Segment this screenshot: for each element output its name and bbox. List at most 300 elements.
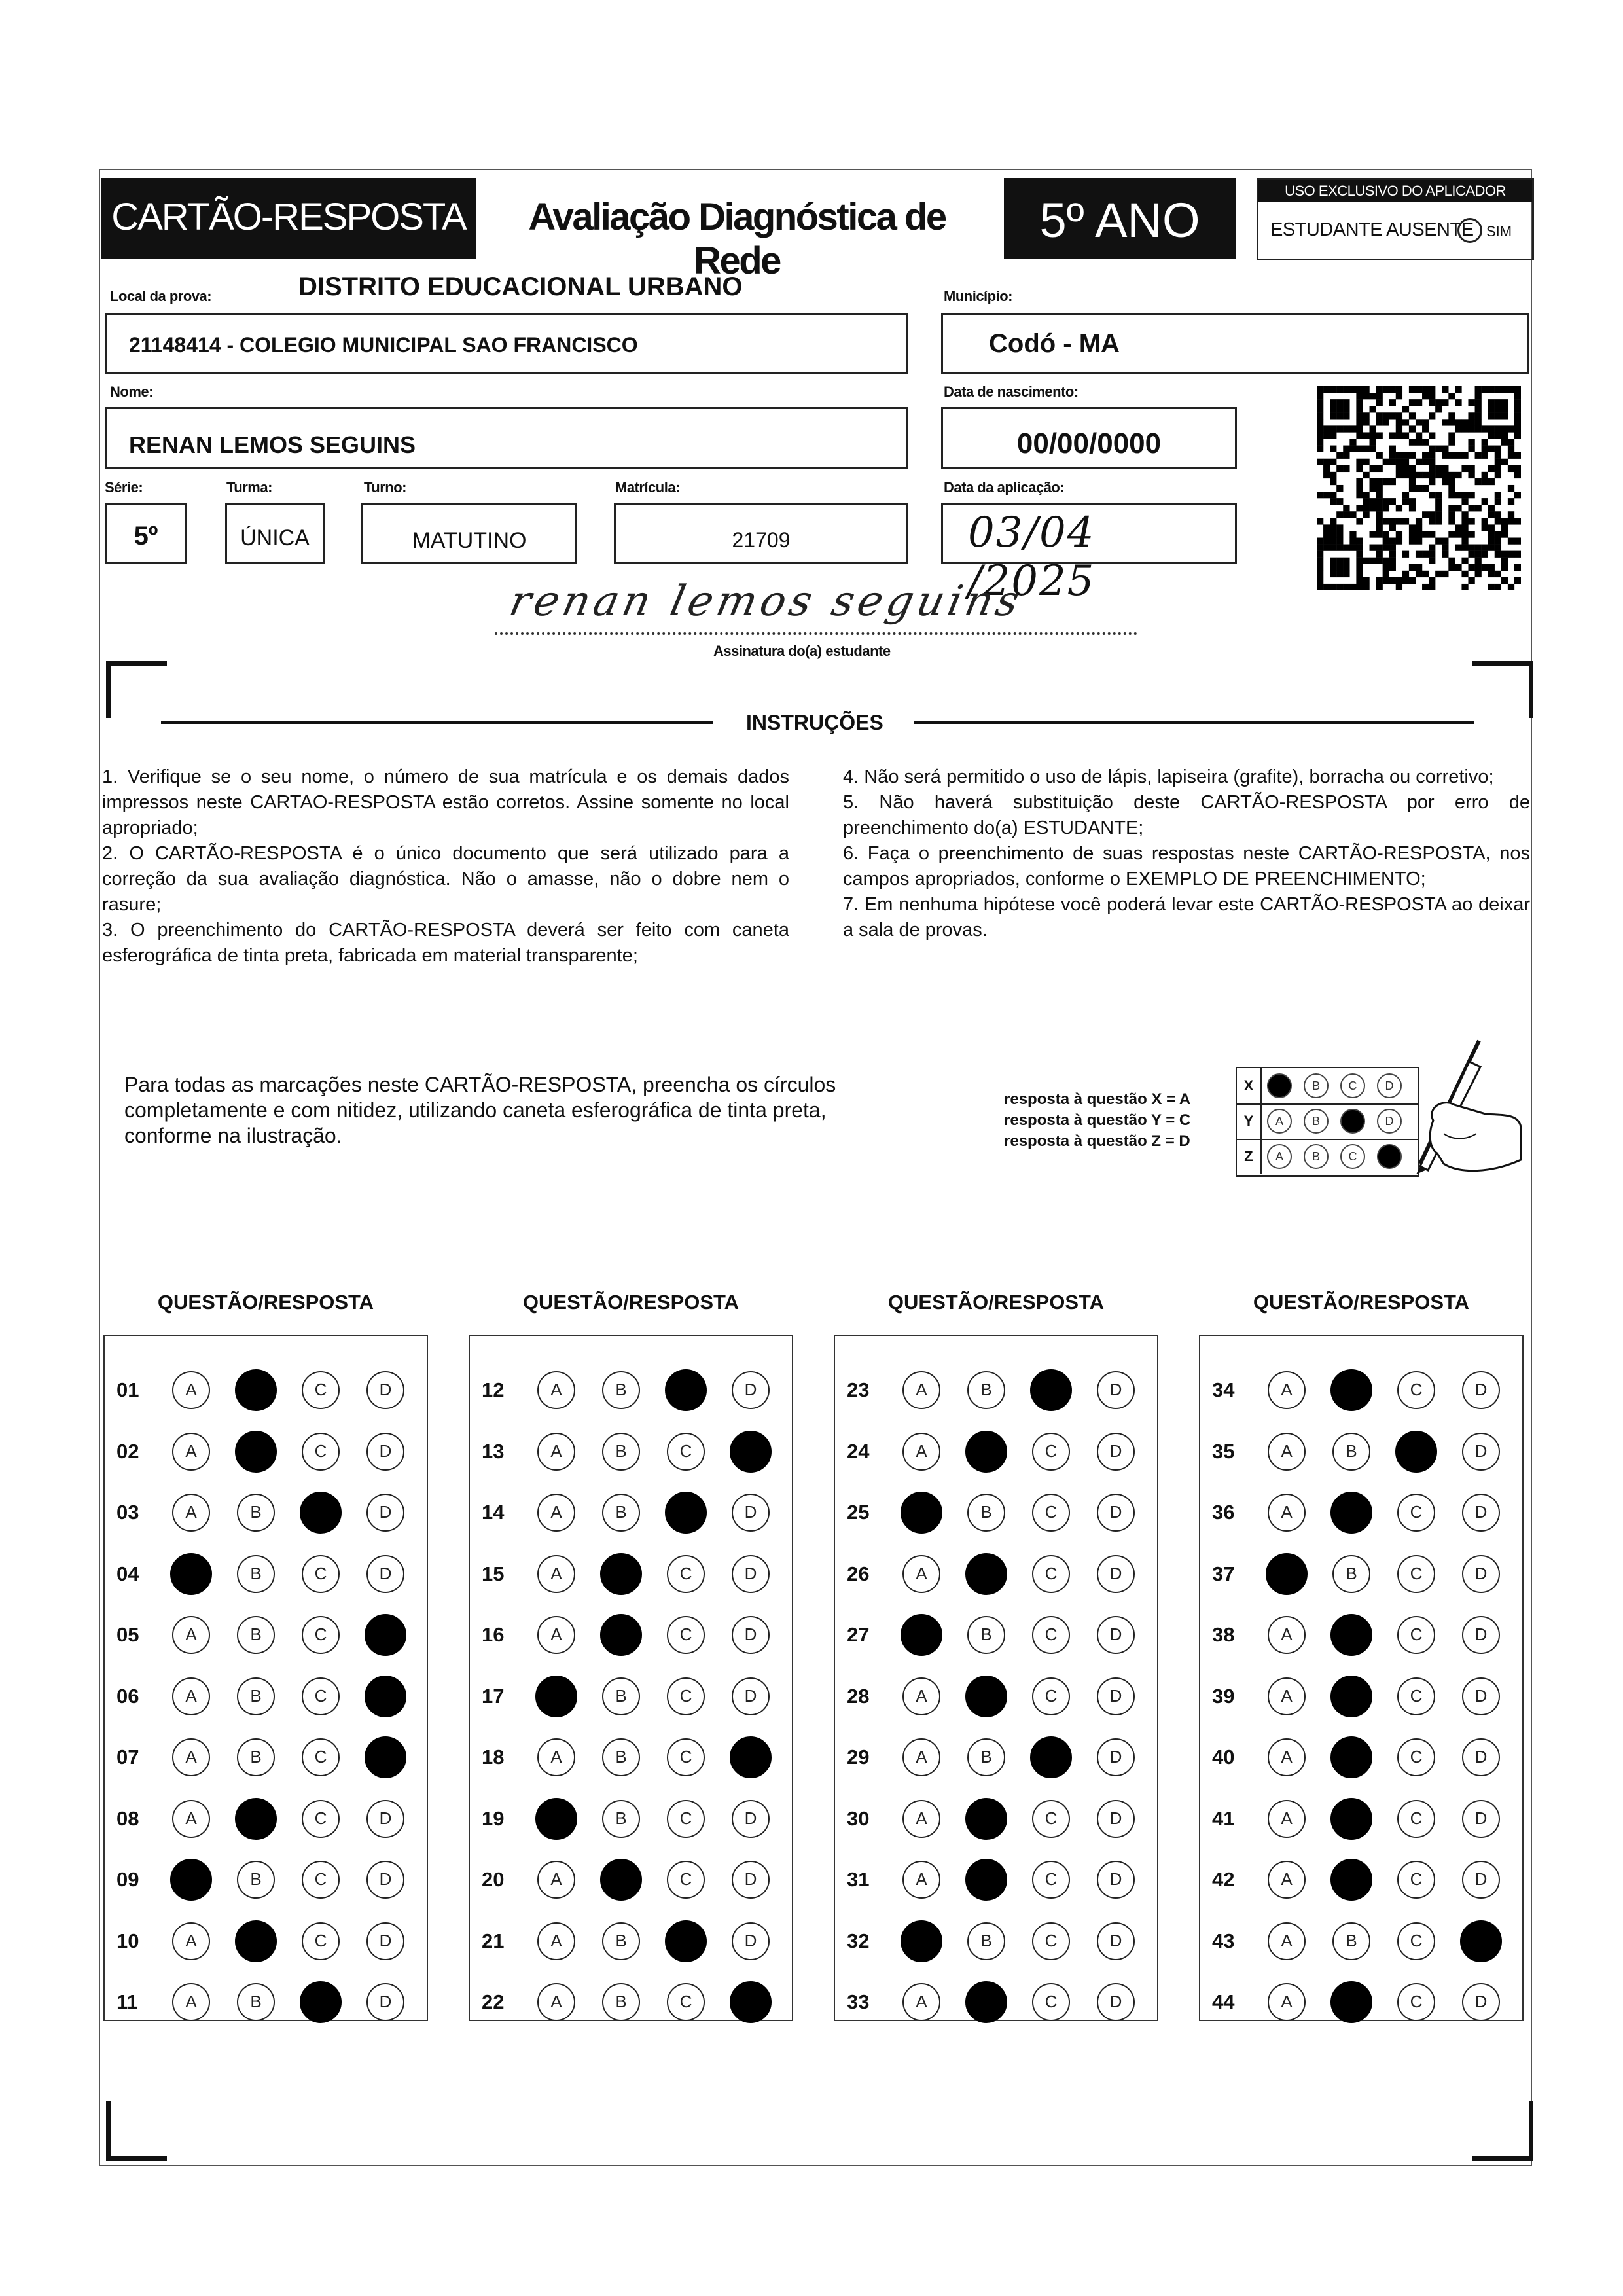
serie-field bbox=[105, 503, 187, 564]
answer-bubble[interactable]: A bbox=[537, 1861, 575, 1899]
answer-bubble-filled[interactable]: B bbox=[1330, 1369, 1372, 1411]
answer-bubble[interactable]: B bbox=[1332, 1555, 1370, 1593]
answer-bubble-filled[interactable]: C bbox=[665, 1492, 707, 1534]
question-number: 41 bbox=[1212, 1806, 1235, 1830]
question-number: 09 bbox=[116, 1868, 139, 1891]
answer-bubble[interactable]: A bbox=[172, 1494, 210, 1532]
answer-column-panel bbox=[1199, 1335, 1524, 2021]
answer-bubble[interactable]: C bbox=[302, 1800, 340, 1838]
question-row bbox=[105, 1915, 429, 1967]
question-row bbox=[105, 1793, 429, 1845]
question-row bbox=[105, 1854, 429, 1906]
absent-label: ESTUDANTE AUSENTE bbox=[1270, 219, 1474, 240]
question-row bbox=[835, 1426, 1160, 1478]
answer-bubble[interactable]: A bbox=[1268, 1494, 1306, 1532]
answer-bubble-filled[interactable]: A bbox=[901, 1614, 942, 1656]
answer-bubble-filled[interactable]: C bbox=[300, 1492, 342, 1534]
answer-bubble[interactable]: D bbox=[1097, 1800, 1135, 1838]
question-number: 01 bbox=[116, 1378, 139, 1401]
answer-bubble[interactable]: B bbox=[237, 1677, 275, 1715]
answer-bubble-filled[interactable]: B bbox=[965, 1859, 1007, 1901]
answer-bubble[interactable]: C bbox=[1032, 1616, 1070, 1654]
question-row bbox=[470, 1976, 794, 2028]
answer-bubble[interactable]: B bbox=[1332, 1433, 1370, 1471]
answer-bubble-filled[interactable]: B bbox=[235, 1920, 277, 1962]
answer-bubble[interactable]: B bbox=[602, 1922, 640, 1960]
question-number: 26 bbox=[847, 1562, 870, 1585]
answer-bubble-filled[interactable]: A bbox=[901, 1920, 942, 1962]
question-row bbox=[470, 1426, 794, 1478]
matricula-value: 21709 bbox=[732, 528, 791, 552]
question-row bbox=[1200, 1793, 1525, 1845]
answer-bubble[interactable]: A bbox=[1268, 1433, 1306, 1471]
answer-bubble[interactable]: B bbox=[237, 1983, 275, 2021]
question-number: 38 bbox=[1212, 1623, 1235, 1646]
answer-bubble[interactable]: A bbox=[902, 1738, 940, 1776]
answer-bubble[interactable]: B bbox=[602, 1800, 640, 1838]
answer-bubble[interactable]: A bbox=[537, 1738, 575, 1776]
column-title: QUESTÃO/RESPOSTA bbox=[522, 1291, 740, 1314]
question-number: 39 bbox=[1212, 1684, 1235, 1708]
answer-bubble[interactable]: D bbox=[1462, 1494, 1500, 1532]
answer-bubble[interactable]: A bbox=[902, 1555, 940, 1593]
answer-bubble[interactable]: C bbox=[1032, 1494, 1070, 1532]
answer-bubble-filled[interactable]: B bbox=[1330, 1492, 1372, 1534]
answer-bubble-filled[interactable]: D bbox=[365, 1676, 406, 1717]
grade-title: 5º ANO bbox=[1039, 193, 1200, 247]
municipio-value: Codó - MA bbox=[989, 329, 1120, 358]
answer-bubble[interactable]: C bbox=[302, 1861, 340, 1899]
answer-bubble[interactable]: C bbox=[667, 1555, 705, 1593]
answer-bubble[interactable]: D bbox=[732, 1922, 770, 1960]
answer-bubble[interactable]: B bbox=[602, 1677, 640, 1715]
answer-bubble[interactable]: B bbox=[967, 1738, 1005, 1776]
answer-bubble[interactable]: C bbox=[302, 1677, 340, 1715]
answer-bubble[interactable]: A bbox=[902, 1861, 940, 1899]
answer-bubble[interactable]: C bbox=[667, 1800, 705, 1838]
column-title: QUESTÃO/RESPOSTA bbox=[887, 1291, 1105, 1314]
answer-bubble[interactable]: A bbox=[537, 1371, 575, 1409]
question-number: 04 bbox=[116, 1562, 139, 1585]
answer-bubble-filled[interactable]: D bbox=[730, 1981, 772, 2023]
applicator-only-header: USO EXCLUSIVO DO APLICADOR bbox=[1258, 180, 1532, 202]
answer-bubble[interactable]: D bbox=[1097, 1861, 1135, 1899]
answer-bubble[interactable]: A bbox=[1268, 1983, 1306, 2021]
answer-bubble[interactable]: B bbox=[602, 1371, 640, 1409]
answer-bubble[interactable]: A bbox=[1268, 1922, 1306, 1960]
matricula-field bbox=[614, 503, 908, 564]
answer-bubble-filled[interactable]: A bbox=[170, 1553, 212, 1595]
answer-bubble[interactable]: D bbox=[732, 1494, 770, 1532]
turma-label: Turma: bbox=[226, 479, 272, 495]
question-row bbox=[835, 1731, 1160, 1784]
answer-column-panel bbox=[103, 1335, 428, 2021]
answer-bubble-filled[interactable]: B bbox=[235, 1369, 277, 1411]
turma-value: ÚNICA bbox=[240, 526, 310, 550]
assinatura-label: Assinatura do(a) estudante bbox=[713, 643, 891, 659]
answer-bubble[interactable]: B bbox=[602, 1738, 640, 1776]
answer-bubble-filled[interactable]: B bbox=[600, 1553, 642, 1595]
question-row bbox=[470, 1609, 794, 1661]
answer-bubble[interactable]: D bbox=[366, 1494, 404, 1532]
answer-bubble[interactable]: D bbox=[732, 1555, 770, 1593]
example-bubble: D bbox=[1377, 1073, 1402, 1098]
school-value: 21148414 - COLEGIO MUNICIPAL SAO FRANCISCO bbox=[129, 333, 638, 357]
answer-bubble[interactable]: D bbox=[732, 1677, 770, 1715]
signature-line bbox=[495, 632, 1137, 635]
question-number: 31 bbox=[847, 1868, 870, 1891]
answer-bubble-filled[interactable]: C bbox=[1030, 1369, 1072, 1411]
question-number: 40 bbox=[1212, 1746, 1235, 1768]
question-number: 34 bbox=[1212, 1378, 1235, 1401]
answer-bubble[interactable]: A bbox=[172, 1922, 210, 1960]
answer-bubble[interactable]: D bbox=[366, 1555, 404, 1593]
question-row bbox=[835, 1976, 1160, 2028]
question-row bbox=[1200, 1976, 1525, 2028]
question-number: 11 bbox=[116, 1990, 138, 2013]
answer-bubble[interactable]: D bbox=[1097, 1555, 1135, 1593]
question-row bbox=[470, 1548, 794, 1600]
answer-bubble-filled[interactable]: D bbox=[365, 1736, 406, 1778]
example-bubble: C bbox=[1340, 1073, 1365, 1098]
example-bubble: A bbox=[1267, 1109, 1292, 1134]
turma-field bbox=[225, 503, 325, 564]
answer-bubble-filled[interactable]: D bbox=[730, 1431, 772, 1473]
answer-bubble[interactable]: D bbox=[1097, 1371, 1135, 1409]
answer-bubble[interactable]: C bbox=[667, 1433, 705, 1471]
question-row bbox=[835, 1548, 1160, 1600]
absent-checkbox[interactable] bbox=[1457, 218, 1482, 243]
answer-bubble[interactable]: C bbox=[302, 1433, 340, 1471]
answer-bubble[interactable]: C bbox=[1397, 1371, 1435, 1409]
aplicacao-label: Data da aplicação: bbox=[944, 479, 1065, 495]
answer-bubble-filled[interactable]: C bbox=[665, 1369, 707, 1411]
local-district: DISTRITO EDUCACIONAL URBANO bbox=[298, 272, 743, 301]
question-number: 42 bbox=[1212, 1868, 1235, 1891]
answer-bubble[interactable]: C bbox=[1032, 1800, 1070, 1838]
answer-column-panel bbox=[834, 1335, 1158, 2021]
answer-bubble-filled[interactable]: C bbox=[300, 1981, 342, 2023]
turno-label: Turno: bbox=[364, 479, 407, 495]
answer-bubble[interactable]: A bbox=[537, 1922, 575, 1960]
answer-bubble[interactable]: D bbox=[1462, 1800, 1500, 1838]
example-bubble: B bbox=[1304, 1109, 1329, 1134]
answer-bubble-filled[interactable]: D bbox=[730, 1736, 772, 1778]
question-number: 10 bbox=[116, 1929, 139, 1952]
question-number: 43 bbox=[1212, 1929, 1235, 1952]
answer-bubble-filled[interactable]: A bbox=[1266, 1553, 1308, 1595]
answer-bubble[interactable]: C bbox=[302, 1738, 340, 1776]
school-field bbox=[105, 313, 908, 374]
answer-bubble-filled[interactable]: B bbox=[965, 1798, 1007, 1840]
answer-bubble[interactable]: C bbox=[1397, 1555, 1435, 1593]
pen-hand-illustration bbox=[1381, 1035, 1525, 1179]
answer-bubble-filled[interactable]: B bbox=[1330, 1676, 1372, 1717]
answer-bubble[interactable]: A bbox=[1268, 1371, 1306, 1409]
question-number: 16 bbox=[482, 1623, 505, 1646]
answer-bubble-filled[interactable]: B bbox=[965, 1676, 1007, 1717]
answer-bubble[interactable]: C bbox=[667, 1616, 705, 1654]
answer-bubble-filled[interactable]: B bbox=[965, 1431, 1007, 1473]
answer-bubble[interactable]: A bbox=[902, 1371, 940, 1409]
answer-bubble[interactable]: D bbox=[1462, 1371, 1500, 1409]
question-row bbox=[470, 1915, 794, 1967]
question-row bbox=[105, 1364, 429, 1416]
answer-bubble[interactable]: B bbox=[602, 1433, 640, 1471]
question-number: 18 bbox=[482, 1746, 505, 1768]
signature-handwritten: renan lemos seguins bbox=[505, 577, 1027, 626]
answer-bubble[interactable]: A bbox=[537, 1616, 575, 1654]
answer-bubble[interactable]: C bbox=[1032, 1983, 1070, 2021]
answer-bubble[interactable]: A bbox=[537, 1494, 575, 1532]
answer-bubble-filled[interactable]: B bbox=[965, 1981, 1007, 2023]
answer-bubble[interactable]: C bbox=[302, 1922, 340, 1960]
column-title: QUESTÃO/RESPOSTA bbox=[1253, 1291, 1470, 1314]
answer-bubble-filled[interactable]: B bbox=[1330, 1981, 1372, 2023]
answer-bubble[interactable]: C bbox=[1397, 1494, 1435, 1532]
answer-bubble[interactable]: A bbox=[172, 1800, 210, 1838]
answer-bubble[interactable]: C bbox=[302, 1616, 340, 1654]
local-label: Local da prova: bbox=[110, 288, 212, 304]
answer-bubble[interactable]: D bbox=[732, 1861, 770, 1899]
answer-bubble[interactable]: D bbox=[1462, 1677, 1500, 1715]
answer-bubble-filled[interactable]: C bbox=[665, 1920, 707, 1962]
example-row-label: Y bbox=[1237, 1103, 1262, 1139]
answer-bubble[interactable]: D bbox=[1097, 1738, 1135, 1776]
question-row bbox=[105, 1486, 429, 1539]
answer-bubble[interactable]: B bbox=[237, 1861, 275, 1899]
answer-bubble[interactable]: B bbox=[602, 1983, 640, 2021]
answer-bubble[interactable]: D bbox=[1462, 1738, 1500, 1776]
answer-bubble[interactable]: D bbox=[1462, 1433, 1500, 1471]
nascimento-label: Data de nascimento: bbox=[944, 384, 1079, 400]
answer-bubble[interactable]: B bbox=[237, 1616, 275, 1654]
instruction-item: 4. Não será permitido o uso de lápis, lapiseira (grafite), borracha ou corretivo; bbox=[843, 766, 1494, 787]
municipio-field bbox=[941, 313, 1529, 374]
answer-bubble[interactable]: C bbox=[1397, 1983, 1435, 2021]
card-title-bar bbox=[101, 178, 476, 259]
answer-bubble[interactable]: A bbox=[1268, 1800, 1306, 1838]
answer-bubble[interactable]: D bbox=[366, 1433, 404, 1471]
answer-bubble[interactable]: D bbox=[366, 1371, 404, 1409]
answer-bubble[interactable]: D bbox=[366, 1861, 404, 1899]
answer-bubble[interactable]: B bbox=[967, 1922, 1005, 1960]
question-number: 30 bbox=[847, 1806, 870, 1830]
answer-bubble[interactable]: A bbox=[902, 1800, 940, 1838]
example-bubble-filled: C bbox=[1340, 1109, 1365, 1134]
answer-bubble[interactable]: A bbox=[537, 1983, 575, 2021]
example-bubble-filled: A bbox=[1267, 1073, 1292, 1098]
answer-bubble[interactable]: C bbox=[1397, 1616, 1435, 1654]
answer-bubble-filled[interactable]: B bbox=[1330, 1736, 1372, 1778]
answer-bubble[interactable]: A bbox=[902, 1983, 940, 2021]
answer-bubble[interactable]: C bbox=[1397, 1861, 1435, 1899]
answer-bubble[interactable]: D bbox=[366, 1922, 404, 1960]
answer-bubble[interactable]: A bbox=[172, 1616, 210, 1654]
answer-bubble[interactable]: C bbox=[1397, 1800, 1435, 1838]
example-bubble: B bbox=[1304, 1073, 1329, 1098]
answer-bubble[interactable]: C bbox=[1032, 1433, 1070, 1471]
answer-bubble[interactable]: D bbox=[1097, 1922, 1135, 1960]
answer-bubble[interactable]: B bbox=[237, 1738, 275, 1776]
answer-bubble[interactable]: A bbox=[172, 1677, 210, 1715]
answer-bubble-filled[interactable]: B bbox=[1330, 1859, 1372, 1901]
question-row bbox=[1200, 1486, 1525, 1539]
answer-bubble[interactable]: C bbox=[1397, 1677, 1435, 1715]
answer-bubble[interactable]: A bbox=[537, 1555, 575, 1593]
question-row bbox=[1200, 1426, 1525, 1478]
question-row bbox=[835, 1670, 1160, 1723]
answer-bubble[interactable]: D bbox=[1097, 1494, 1135, 1532]
answer-bubble[interactable]: D bbox=[1462, 1861, 1500, 1899]
answer-bubble-filled[interactable]: C bbox=[1395, 1431, 1437, 1473]
question-number: 02 bbox=[116, 1439, 139, 1463]
nome-value: RENAN LEMOS SEGUINS bbox=[129, 431, 416, 458]
answer-bubble[interactable]: C bbox=[1032, 1555, 1070, 1593]
answer-bubble[interactable]: B bbox=[237, 1494, 275, 1532]
answer-bubble[interactable]: C bbox=[667, 1677, 705, 1715]
example-line: resposta à questão Y = C bbox=[1004, 1111, 1191, 1129]
answer-bubble-filled[interactable]: B bbox=[965, 1553, 1007, 1595]
answer-bubble[interactable]: C bbox=[1032, 1861, 1070, 1899]
answer-bubble-filled[interactable]: B bbox=[1330, 1798, 1372, 1840]
nome-label: Nome: bbox=[110, 384, 153, 400]
question-row bbox=[105, 1609, 429, 1661]
answer-bubble[interactable]: D bbox=[1462, 1983, 1500, 2021]
answer-bubble[interactable]: A bbox=[1268, 1616, 1306, 1654]
turno-value: MATUTINO bbox=[412, 528, 527, 553]
question-row bbox=[1200, 1854, 1525, 1906]
answer-bubble[interactable]: A bbox=[1268, 1677, 1306, 1715]
instructions-rule-right bbox=[914, 721, 1474, 724]
corner-mark-bottom-right bbox=[1472, 2101, 1533, 2161]
answer-bubble[interactable]: D bbox=[732, 1371, 770, 1409]
question-row bbox=[105, 1548, 429, 1600]
example-line: resposta à questão Z = D bbox=[1004, 1132, 1190, 1150]
answer-bubble[interactable]: A bbox=[537, 1433, 575, 1471]
answer-bubble[interactable]: A bbox=[1268, 1861, 1306, 1899]
instructions-left bbox=[102, 764, 789, 969]
qr-code bbox=[1317, 386, 1521, 590]
answer-bubble-filled[interactable]: B bbox=[600, 1614, 642, 1656]
question-row bbox=[1200, 1548, 1525, 1600]
answer-bubble[interactable]: D bbox=[732, 1616, 770, 1654]
answer-bubble-filled[interactable]: A bbox=[535, 1798, 577, 1840]
answer-bubble-filled[interactable]: D bbox=[365, 1614, 406, 1656]
answer-bubble[interactable]: D bbox=[366, 1983, 404, 2021]
instruction-item: 5. Não haverá substituição deste CARTÃO-RESPOSTA por erro de preenchimento do(a) ESTUDANTE; bbox=[843, 792, 1530, 838]
answer-bubble[interactable]: D bbox=[1097, 1983, 1135, 2021]
answer-bubble-filled[interactable]: C bbox=[1030, 1736, 1072, 1778]
question-number: 17 bbox=[482, 1684, 505, 1708]
answer-bubble[interactable]: A bbox=[172, 1738, 210, 1776]
serie-label: Série: bbox=[105, 479, 143, 495]
answer-bubble[interactable]: C bbox=[1032, 1677, 1070, 1715]
answer-bubble[interactable]: C bbox=[667, 1738, 705, 1776]
instructions-rule-left bbox=[161, 721, 713, 724]
question-row bbox=[105, 1426, 429, 1478]
answer-bubble-filled[interactable]: B bbox=[235, 1431, 277, 1473]
answer-bubble[interactable]: C bbox=[302, 1555, 340, 1593]
answer-bubble[interactable]: D bbox=[1097, 1433, 1135, 1471]
answer-bubble[interactable]: D bbox=[1097, 1616, 1135, 1654]
answer-bubble[interactable]: D bbox=[1462, 1555, 1500, 1593]
card-title: CARTÃO-RESPOSTA bbox=[111, 196, 466, 238]
question-row bbox=[835, 1486, 1160, 1539]
answer-bubble[interactable]: A bbox=[1268, 1738, 1306, 1776]
answer-bubble-filled[interactable]: A bbox=[170, 1859, 212, 1901]
answer-bubble[interactable]: D bbox=[732, 1800, 770, 1838]
answer-bubble[interactable]: C bbox=[302, 1371, 340, 1409]
answer-bubble[interactable]: D bbox=[366, 1800, 404, 1838]
question-number: 12 bbox=[482, 1378, 505, 1401]
answer-bubble[interactable]: B bbox=[967, 1616, 1005, 1654]
answer-bubble[interactable]: A bbox=[172, 1371, 210, 1409]
question-number: 19 bbox=[482, 1806, 505, 1830]
question-row bbox=[105, 1670, 429, 1723]
answer-bubble[interactable]: D bbox=[1462, 1616, 1500, 1654]
question-number: 28 bbox=[847, 1684, 870, 1708]
answer-bubble-filled[interactable]: B bbox=[1330, 1614, 1372, 1656]
answer-bubble[interactable]: B bbox=[237, 1555, 275, 1593]
question-row bbox=[470, 1854, 794, 1906]
answer-bubble[interactable]: D bbox=[1097, 1677, 1135, 1715]
answer-bubble[interactable]: C bbox=[1032, 1922, 1070, 1960]
example-bubble: A bbox=[1267, 1144, 1292, 1169]
answer-bubble[interactable]: A bbox=[902, 1677, 940, 1715]
instruction-item: 3. O preenchimento do CARTÃO-RESPOSTA deverá ser feito com caneta esferográfica de tinta preta, fabricada em material transparente; bbox=[102, 920, 789, 966]
question-row bbox=[470, 1670, 794, 1723]
question-number: 29 bbox=[847, 1746, 870, 1768]
answer-bubble-filled[interactable]: B bbox=[235, 1798, 277, 1840]
question-row bbox=[1200, 1731, 1525, 1784]
question-number: 15 bbox=[482, 1562, 505, 1585]
answer-bubble[interactable]: C bbox=[1397, 1922, 1435, 1960]
exam-title: Avaliação Diagnóstica de Rede bbox=[528, 196, 946, 282]
question-row bbox=[835, 1854, 1160, 1906]
answer-bubble[interactable]: B bbox=[967, 1494, 1005, 1532]
answer-bubble[interactable]: B bbox=[602, 1494, 640, 1532]
answer-bubble[interactable]: A bbox=[902, 1433, 940, 1471]
answer-bubble[interactable]: B bbox=[967, 1371, 1005, 1409]
question-row bbox=[105, 1976, 429, 2028]
answer-bubble[interactable]: C bbox=[667, 1861, 705, 1899]
absent-option: SIM bbox=[1486, 223, 1512, 240]
question-number: 13 bbox=[482, 1439, 505, 1463]
question-number: 44 bbox=[1212, 1990, 1235, 2013]
question-row bbox=[835, 1915, 1160, 1967]
answer-bubble-filled[interactable]: A bbox=[535, 1676, 577, 1717]
answer-bubble-filled[interactable]: A bbox=[901, 1492, 942, 1534]
answer-bubble[interactable]: C bbox=[1397, 1738, 1435, 1776]
applicator-box bbox=[1257, 178, 1534, 260]
answer-bubble[interactable]: A bbox=[172, 1983, 210, 2021]
nascimento-field bbox=[941, 407, 1237, 469]
answer-bubble-filled[interactable]: D bbox=[1460, 1920, 1502, 1962]
instruction-item: 6. Faça o preenchimento de suas respostas neste CARTÃO-RESPOSTA, nos campos apropriados, conforme o EXEMPLO DE PREENCHIMENTO; bbox=[843, 843, 1530, 889]
nome-field bbox=[105, 407, 908, 469]
instruction-item: 7. Em nenhuma hipótese você poderá levar este CARTÃO-RESPOSTA ao deixar a sala de provas. bbox=[843, 894, 1530, 941]
question-number: 20 bbox=[482, 1868, 505, 1891]
question-number: 07 bbox=[116, 1746, 139, 1768]
answer-bubble[interactable]: B bbox=[1332, 1922, 1370, 1960]
answer-bubble[interactable]: A bbox=[172, 1433, 210, 1471]
question-row bbox=[470, 1793, 794, 1845]
question-row bbox=[105, 1731, 429, 1784]
answer-bubble[interactable]: C bbox=[667, 1983, 705, 2021]
question-row bbox=[1200, 1364, 1525, 1416]
answer-bubble-filled[interactable]: B bbox=[600, 1859, 642, 1901]
